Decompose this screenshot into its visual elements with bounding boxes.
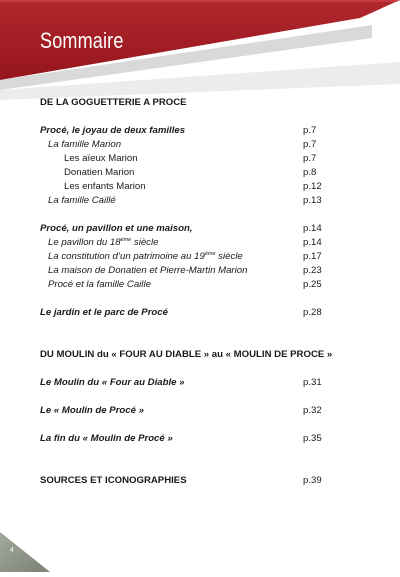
toc-entry-title: La famille Marion: [48, 139, 122, 150]
toc-entry-page: p.7: [303, 139, 317, 150]
toc-entry-title: Procé, un pavillon et une maison,: [40, 223, 193, 234]
page-corner: [0, 532, 50, 572]
toc-entry[interactable]: [0, 250, 400, 264]
page-number: 4: [10, 547, 14, 554]
toc-entry-title: Le « Moulin de Procé »: [40, 405, 144, 416]
toc-entry-title: La famille Caillé: [48, 195, 116, 206]
toc-section-heading: [0, 348, 400, 362]
page-title: Sommaire: [40, 28, 124, 53]
toc-entry-title: DE LA GOGUETTERIE A PROCE: [40, 97, 187, 108]
toc-entry-page: p.35: [303, 433, 322, 444]
toc-entry-title: Le jardin et le parc de Procé: [40, 307, 168, 318]
toc-entry-title: Le pavillon du 18ème siècle: [48, 237, 159, 248]
toc-entry-title: La maison de Donatien et Pierre-Martin Marion: [48, 265, 248, 276]
toc-entry-title: Donatien Marion: [64, 167, 135, 178]
toc-entry-page: p.32: [303, 405, 322, 416]
toc-entry-title: La constitution d’un patrimoine au 19ème siècle: [48, 251, 243, 262]
toc-entry-title: Les enfants Marion: [64, 181, 146, 192]
toc-entry[interactable]: [0, 404, 400, 418]
toc-entry[interactable]: [0, 306, 400, 320]
toc-entry[interactable]: [0, 194, 400, 208]
toc-entry-page: p.13: [303, 195, 322, 206]
toc-entry-page: p.31: [303, 377, 322, 388]
toc-entry-title: Les aïeux Marion: [64, 153, 138, 164]
toc-entry[interactable]: [0, 138, 400, 152]
toc-entry[interactable]: [0, 180, 400, 194]
toc-entry-page: p.17: [303, 251, 322, 262]
toc-entry-title: Procé, le joyau de deux familles: [40, 125, 186, 136]
toc-entry[interactable]: [0, 166, 400, 180]
toc-entry-title: Procé et la famille Caille: [48, 279, 151, 290]
toc-entry-page: p.14: [303, 237, 322, 248]
toc-entry[interactable]: [0, 264, 400, 278]
toc-entry-page: p.14: [303, 223, 322, 234]
toc-entry-title: SOURCES ET ICONOGRAPHIES: [40, 475, 187, 486]
toc-entry[interactable]: [0, 152, 400, 166]
toc-section-heading: [0, 96, 400, 110]
toc-entry-title: DU MOULIN du « FOUR AU DIABLE » au « MOULIN DE PROCE »: [40, 349, 333, 360]
toc-entry-page: p.8: [303, 167, 317, 178]
toc-entry-page: p.28: [303, 307, 322, 318]
toc-entry-page: p.7: [303, 153, 317, 164]
toc-entry[interactable]: [0, 236, 400, 250]
toc-entry[interactable]: [0, 376, 400, 390]
toc-entry[interactable]: [0, 124, 400, 138]
toc-entry-title: Le Moulin du « Four au Diable »: [40, 377, 185, 388]
toc-entry-page: p.25: [303, 279, 322, 290]
toc-entry[interactable]: [0, 222, 400, 236]
toc-section-heading[interactable]: [0, 474, 400, 488]
toc-entry-page: p.12: [303, 181, 322, 192]
corner-shape: [0, 532, 50, 572]
toc-entry[interactable]: [0, 278, 400, 292]
toc-entry-page: p.23: [303, 265, 322, 276]
toc-entry-title: La fin du « Moulin de Procé »: [40, 433, 173, 444]
toc-entry-page: p.39: [303, 475, 322, 486]
toc-entry[interactable]: [0, 432, 400, 446]
toc-entry-page: p.7: [303, 125, 317, 136]
